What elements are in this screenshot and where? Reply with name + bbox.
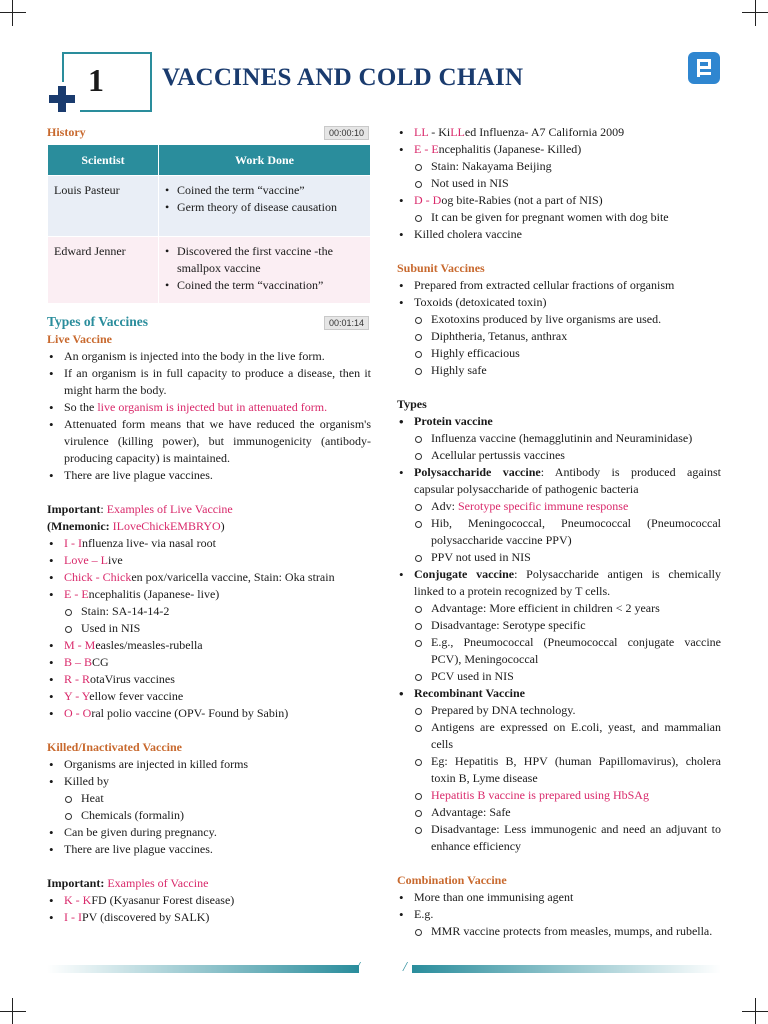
list-item: • Chick - Chicken pox/varicella vaccine, Stain: Oka strain <box>47 569 371 586</box>
sub-list-item: Not used in NIS <box>397 175 721 192</box>
history-section <box>47 124 371 141</box>
list-item: • There are live plague vaccines. <box>47 467 371 484</box>
sub-list-item: Hib, Meningococcal, Pneumococcal (Pneumococcal polysaccharide vaccine PPV) <box>397 515 721 549</box>
work-item: • Germ theory of disease causation <box>165 199 364 216</box>
work-item: • Coined the term “vaccine” <box>165 182 364 199</box>
work-cell <box>159 176 371 237</box>
list-item: • D - Dog bite-Rabies (not a part of NIS) <box>397 192 721 209</box>
list-item: • Protein vaccine <box>397 413 721 430</box>
list-item: • M - Measles/measles-rubella <box>47 637 371 654</box>
list-item: • E.g. <box>397 906 721 923</box>
footer-slash-right: / <box>403 960 407 975</box>
sub-list-item: Diphtheria, Tetanus, anthrax <box>397 328 721 345</box>
mnemonic-line: (Mnemonic: ILoveChickEMBRYO) <box>47 519 225 533</box>
list-item: • R - RotaVirus vaccines <box>47 671 371 688</box>
list-item: • Y - Yellow fever vaccine <box>47 688 371 705</box>
sub-list-item: PCV used in NIS <box>397 668 721 685</box>
list-item: • E - Encephalitis (Japanese- Killed) <box>397 141 721 158</box>
list-item: • Conjugate vaccine: Polysaccharide antigen is chemically linked to a protein recognized by T cells. <box>397 566 721 600</box>
history-heading: History <box>47 125 86 139</box>
list-item: • Love – Live <box>47 552 371 569</box>
column-header-scientist: Scientist <box>48 145 159 176</box>
sub-list-item: Adv: Serotype specific immune response <box>397 498 721 515</box>
footer-bar-left <box>47 965 359 973</box>
history-timestamp: 00:00:10 <box>324 126 369 140</box>
sub-list-item: Hepatitis B vaccine is prepared using HbSAg <box>397 787 721 804</box>
list-item: • So the live organism is injected but in attenuated form. <box>47 399 371 416</box>
work-item: • Discovered the first vaccine -the smallpox vaccine <box>165 243 364 277</box>
subunit-heading: Subunit Vaccines <box>397 261 485 275</box>
sub-list-item: Eg: Hepatitis B, HPV (human Papillomavirus), cholera toxin B, Lyme disease <box>397 753 721 787</box>
chapter-number: 1 <box>88 62 104 98</box>
work-cell <box>159 237 371 304</box>
sub-list-item: E.g., Pneumococcal (Pneumococcal conjugate vaccine PCV), Meningococcal <box>397 634 721 668</box>
sub-list-item: Influenza vaccine (hemagglutinin and Neuraminidase) <box>397 430 721 447</box>
combination-list <box>397 889 721 940</box>
list-item: • B – BCG <box>47 654 371 671</box>
types-section <box>47 313 371 331</box>
list-item: • E - Encephalitis (Japanese- live) <box>47 586 371 603</box>
live-vaccine-list <box>47 348 371 484</box>
killed-mnemonic-list-left <box>47 892 371 926</box>
chapter-frame <box>62 52 152 54</box>
left-column <box>47 124 371 926</box>
list-item: • Killed cholera vaccine <box>397 226 721 243</box>
list-item: • LL - KiLLed Influenza- A7 California 2009 <box>397 124 721 141</box>
killed-mnemonic-list-right <box>397 124 721 243</box>
sub-list-item: Stain: SA-14-14-2 <box>47 603 371 620</box>
list-item: • Killed by <box>47 773 371 790</box>
sub-list-item: Highly efficacious <box>397 345 721 362</box>
sub-list-item: Disadvantage: Serotype specific <box>397 617 721 634</box>
sub-list-item: Prepared by DNA technology. <box>397 702 721 719</box>
table-row <box>48 176 371 237</box>
list-item: • Polysaccharide vaccine: Antibody is produced against capsular polysaccharide of pathogenic bacteria <box>397 464 721 498</box>
sub-list-item: Chemicals (formalin) <box>47 807 371 824</box>
subunit-types-list <box>397 413 721 855</box>
list-item: • I - IPV (discovered by SALK) <box>47 909 371 926</box>
scientist-cell: Edward Jenner <box>48 237 159 304</box>
footer-slash-left: / <box>356 960 360 975</box>
history-table <box>47 144 371 304</box>
types-timestamp: 00:01:14 <box>324 316 369 330</box>
killed-vaccine-list <box>47 756 371 858</box>
list-item: • Toxoids (detoxicated toxin) <box>397 294 721 311</box>
list-item: • If an organism is in full capacity to produce a disease, then it might harm the body. <box>47 365 371 399</box>
column-header-work-done: Work Done <box>159 145 371 176</box>
list-item: • There are live plague vaccines. <box>47 841 371 858</box>
list-item: • An organism is injected into the body in the live form. <box>47 348 371 365</box>
chapter-title: VACCINES AND COLD CHAIN <box>162 64 524 91</box>
live-vaccine-heading: Live Vaccine <box>47 332 112 346</box>
right-column <box>397 124 721 940</box>
sub-list-item: Used in NIS <box>47 620 371 637</box>
table-header-row <box>48 145 371 176</box>
sub-list-item: Exotoxins produced by live organisms are used. <box>397 311 721 328</box>
list-item: • Prepared from extracted cellular fractions of organism <box>397 277 721 294</box>
important-killed-line: Important: Examples of Vaccine <box>47 876 209 890</box>
sub-list-item: Highly safe <box>397 362 721 379</box>
footer-bar-right <box>412 965 721 973</box>
sub-list-item: Advantage: More efficient in children < 2 years <box>397 600 721 617</box>
list-item: • Attenuated form means that we have reduced the organism's virulence (killing power), but immunogenicity (antibody-producing capacity) is maintained. <box>47 416 371 467</box>
table-row <box>48 237 371 304</box>
subunit-list <box>397 277 721 379</box>
sub-list-item: Advantage: Safe <box>397 804 721 821</box>
sub-list-item: Acellular pertussis vaccines <box>397 447 721 464</box>
combination-heading: Combination Vaccine <box>397 873 507 887</box>
list-item: • O - Oral polio vaccine (OPV- Found by Sabin) <box>47 705 371 722</box>
sub-list-item: Antigens are expressed on E.coli, yeast, and mammalian cells <box>397 719 721 753</box>
sub-list-item: PPV not used in NIS <box>397 549 721 566</box>
list-item: • I - Influenza live- via nasal root <box>47 535 371 552</box>
scientist-cell: Louis Pasteur <box>48 176 159 237</box>
publisher-logo-icon <box>688 52 720 84</box>
work-item: • Coined the term “vaccination” <box>165 277 364 294</box>
sub-list-item: MMR vaccine protects from measles, mumps, and rubella. <box>397 923 721 940</box>
sub-list-item: Heat <box>47 790 371 807</box>
important-live-line: Important: Examples of Live Vaccine <box>47 502 233 516</box>
types-heading: Types of Vaccines <box>47 314 149 329</box>
types-subheading: Types <box>397 397 427 411</box>
list-item: • More than one immunising agent <box>397 889 721 906</box>
list-item: • K - KFD (Kyasanur Forest disease) <box>47 892 371 909</box>
sub-list-item: It can be given for pregnant women with dog bite <box>397 209 721 226</box>
list-item: • Organisms are injected in killed forms <box>47 756 371 773</box>
sub-list-item: Disadvantage: Less immunogenic and need an adjuvant to enhance efficiency <box>397 821 721 855</box>
sub-list-item: Stain: Nakayama Beijing <box>397 158 721 175</box>
list-item: • Can be given during pregnancy. <box>47 824 371 841</box>
mnemonic-list <box>47 535 371 722</box>
list-item: • Recombinant Vaccine <box>397 685 721 702</box>
killed-vaccine-heading: Killed/Inactivated Vaccine <box>47 740 182 754</box>
